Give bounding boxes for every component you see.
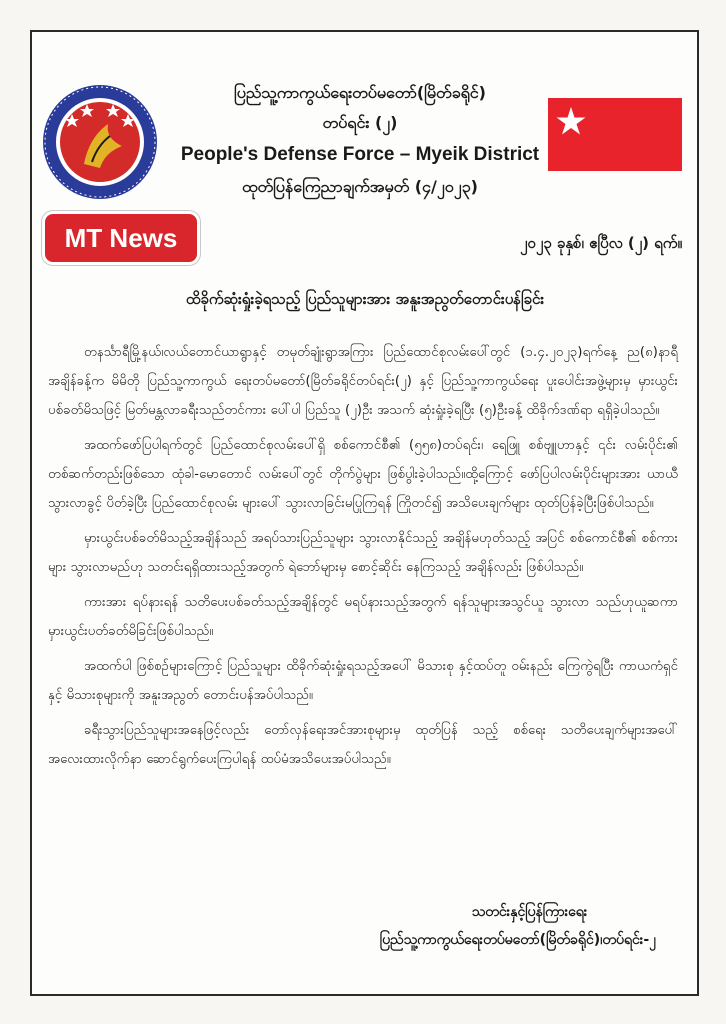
statement-date: ၂၀၂၃ ခုနှစ်၊ ဧပြီလ (၂) ရက်။: [520, 234, 682, 252]
signature-block: [380, 898, 656, 954]
statement-subject: ထိခိုက်ဆုံးရှုံးခဲ့ရသည့် ပြည်သူများအား အနူးအညွတ်တောင်းပန်ခြင်း: [185, 290, 545, 308]
header-block: [175, 78, 545, 202]
org-name-burmese: ပြည်သူ့ကာကွယ်ရေးတပ်မတော်(မြိတ်ခရိုင်): [234, 83, 486, 102]
org-name-english: People's Defense Force – Myeik District: [180, 144, 540, 165]
body-paragraph: မှားယွင်းပစ်ခတ်မိသည့်အချိန်သည် အရပ်သားပြည်သူများ သွားလာနိုင်သည့် အချိန်မဟုတ်သည့် အပြင် စစ်ကောင်စီ၏ စစ်ကားများ သွားလာမည်ဟု သတင်းရရှိထားသည့်အတွက် ရဲဘော်များမှ စောင့်ဆိုင်း နေကြသည့် အချိန်လည်း ဖြစ်ပါသည်။: [48, 531, 678, 575]
statement-body: [48, 338, 678, 780]
battalion-label: တပ်ရင်း (၂): [322, 113, 398, 132]
statement-number: ထုတ်ပြန်ကြေညာချက်အမှတ် (၄/၂၀၂၃): [242, 177, 478, 196]
body-paragraph: ခရီးသွားပြည်သူများအနေဖြင့်လည်း တော်လှန်ရေးအင်အားစုများမှ ထုတ်ပြန် သည့် စစ်ရေး သတိပေးချက်များအပေါ် အလေးထားလိုက်နာ ဆောင်ရွက်ပေးကြပါရန် ထပ်မံအသိပေးအပ်ပါသည်။: [48, 723, 678, 767]
body-paragraph: အထက်ဖော်ပြပါရက်တွင် ပြည်ထောင်စုလမ်းပေါ်ရှိ စစ်ကောင်စီ၏ (၅၅၈)တပ်ရင်း၊ ရေဖြူ စစ်ဗျူဟာနှင့် ၎င်း လမ်းပိုင်း၏ တစ်ဆက်တည်းဖြစ်သော ထုံခါ-မောတောင် လမ်းပေါ်တွင် တိုက်ပွဲများ ဖြစ်ပွါးခဲ့ပါသည်။ထို့ကြောင့် ဖော်ပြပါလမ်းပိုင်းများအား ယာယီသွားလာခွင့် ပိတ်ခဲ့ပြီး ပြည်ထောင်စုလမ်း များပေါ် သွားလာခြင်းမပြုကြရန် ကြိုတင်၍ အသိပေးချက်များ ထုတ်ပြန်ခဲ့ပြီးဖြစ်ပါသည်။: [48, 438, 678, 511]
pdf-emblem-logo: [42, 84, 158, 200]
signature-organization: ပြည်သူ့ကာကွယ်ရေးတပ်မတော်(မြိတ်ခရိုင်)၊တပ်ရင်း-၂: [379, 932, 656, 948]
body-paragraph: အထက်ပါ ဖြစ်စဉ်များကြောင့် ပြည်သူများ ထိခိုက်ဆုံးရှုံးရသည့်အပေါ် မိသားစု နှင့်ထပ်တူ ဝမ်းနည်း ကြေကွဲရပြီး ကာယကံရှင် နှင့် မိသားစုများကို အနူးအညွတ် တောင်းပန်အပ်ပါသည်။: [48, 659, 678, 703]
mt-news-badge: MT News: [42, 211, 200, 265]
body-paragraph: ကားအား ရပ်နားရန် သတိပေးပစ်ခတ်သည့်အချိန်တွင် မရပ်နားသည့်အတွက် ရန်သူများအသွင်ယူ သွားလာ သည်ဟုယူဆကာ မှားယွင်းပတ်ခတ်မိခြင်းဖြစ်ပါသည်။: [48, 595, 678, 639]
red-flag-white-star-icon: [548, 98, 682, 171]
body-paragraph: တနင်္သာရီမြို့နယ်၊လယ်တောင်ယာရွာနှင့် တမုတ်ချုံးရွာအကြား ပြည်ထောင်စုလမ်းပေါ်တွင် (၁.၄.၂၀၂၃)ရက်နေ့ ည(၈)နာရီအချိန်ခန့်က မိမိတို ပြည်သူ့ကာကွယ် ရေးတပ်မတော်(မြိတ်ခရိုင်တပ်ရင်း(၂) နှင့် ပြည်သူ့ကာကွယ်ရေး ပူးပေါင်းအဖွဲ့များမှ မှားယွင်းပစ်ခတ်မိသဖြင့် မြတ်မန္တလာခရီးသည်တင်ကား ပေါ်ပါ ပြည်သူ (၂)ဦး အသက် ဆုံးရှုံးခဲ့ရပြီး (၅)ဦးခန့် ထိခိုက်ဒဏ်ရာ ရရှိခဲ့ပါသည်။: [48, 345, 678, 418]
signature-department: သတင်းနှင့်ပြန်ကြားရေး: [471, 904, 588, 920]
